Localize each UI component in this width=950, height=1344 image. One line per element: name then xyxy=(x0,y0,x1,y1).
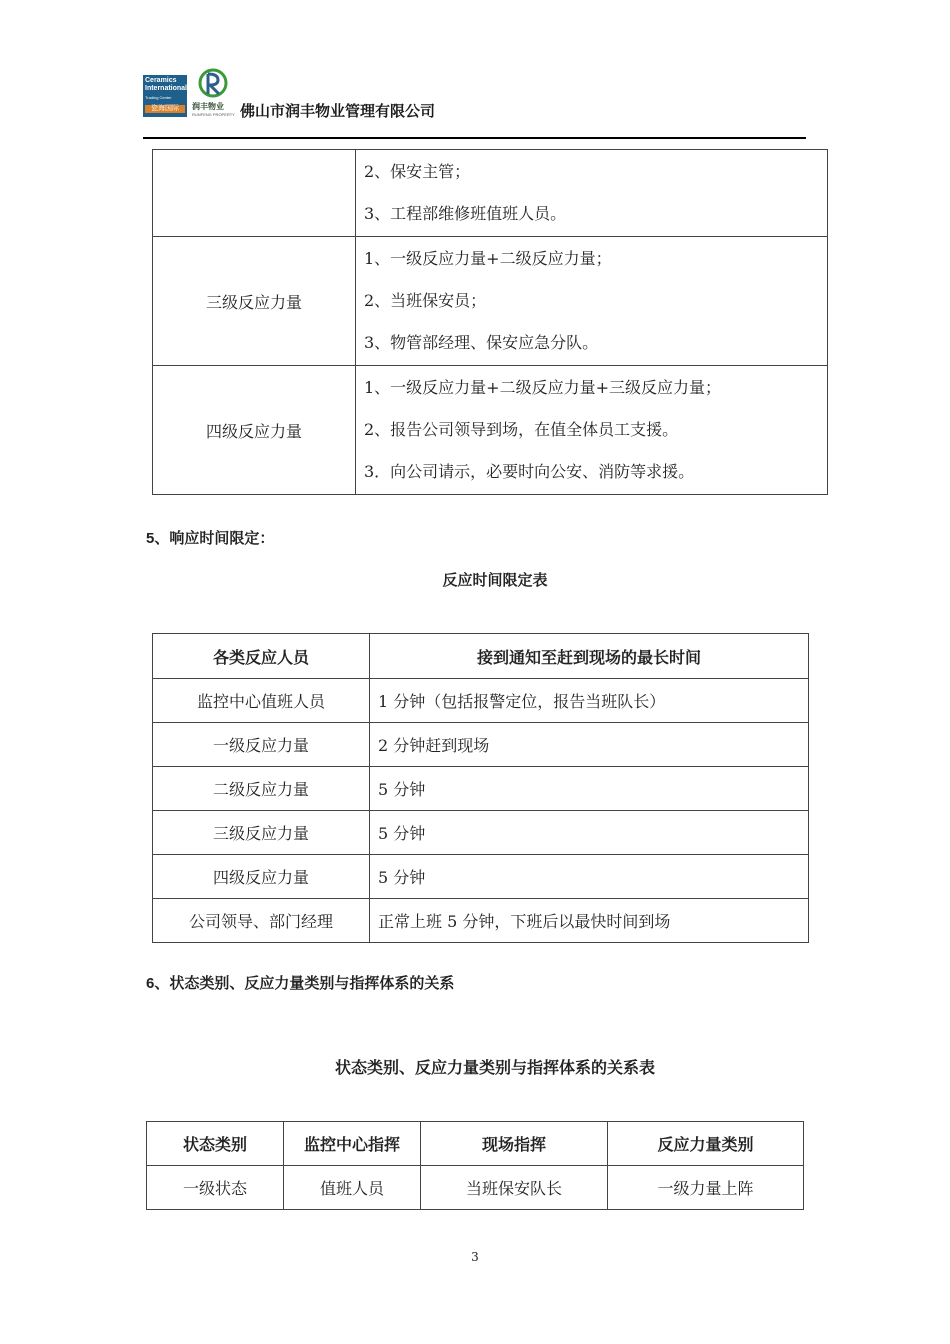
table-row xyxy=(153,237,828,366)
table-cell: 四级反应力量 xyxy=(153,855,370,899)
table-cell: 三级反应力量 xyxy=(153,811,370,855)
list-item: 1、一级反应力量+二级反应力量； xyxy=(364,249,612,268)
list-item: 3、物管部经理、保安应急分队。 xyxy=(364,333,599,352)
table-header-row xyxy=(153,634,809,679)
force-level-cell: 三级反应力量 xyxy=(153,237,356,366)
runfeng-logo-icon xyxy=(198,68,228,100)
force-members-cell xyxy=(356,237,828,366)
table-row xyxy=(153,679,809,723)
response-force-table xyxy=(152,149,828,495)
table-cell: 二级反应力量 xyxy=(153,767,370,811)
column-header: 接到通知至赶到现场的最长时间 xyxy=(370,634,809,679)
relationship-table xyxy=(146,1121,804,1210)
response-time-table xyxy=(152,633,809,943)
section-6-heading: 6、状态类别、反应力量类别与指挥体系的关系 xyxy=(146,975,455,992)
list-item: 3、工程部维修班值班人员。 xyxy=(364,204,567,223)
page-number: 3 xyxy=(471,1250,479,1264)
list-item: 2、保安主管； xyxy=(364,162,471,181)
force-level-cell: 四级反应力量 xyxy=(153,366,356,495)
list-item: 1、一级反应力量+二级反应力量+三级反应力量； xyxy=(364,378,721,397)
column-header: 状态类别 xyxy=(147,1122,284,1166)
table-cell: 正常上班 5 分钟，下班后以最快时间到场 xyxy=(370,899,809,943)
table-cell: 公司领导、部门经理 xyxy=(153,899,370,943)
table-row xyxy=(153,811,809,855)
list-item: 2、当班保安员； xyxy=(364,291,487,310)
column-header: 各类反应人员 xyxy=(153,634,370,679)
table-cell: 5 分钟 xyxy=(370,767,809,811)
table-row xyxy=(153,767,809,811)
runfeng-property-logo: 润丰物业 RUNFENG PROPERTY xyxy=(192,68,236,118)
table-row xyxy=(153,723,809,767)
force-level-cell xyxy=(153,150,356,237)
relationship-table-title: 状态类别、反应力量类别与指挥体系的关系表 xyxy=(334,1060,655,1077)
table-row xyxy=(153,150,828,237)
table-cell: 1 分钟（包括报警定位，报告当班队长） xyxy=(370,679,809,723)
list-item: 3．向公司请示，必要时向公安、消防等求援。 xyxy=(364,462,695,481)
table-cell: 一级状态 xyxy=(147,1166,284,1210)
table-cell: 监控中心值班人员 xyxy=(153,679,370,723)
table-header-row xyxy=(147,1122,804,1166)
list-item: 2、报告公司领导到场，在值全体员工支援。 xyxy=(364,420,679,439)
table-cell: 一级力量上阵 xyxy=(608,1166,804,1210)
header-divider xyxy=(143,137,806,139)
table-cell: 2 分钟赶到现场 xyxy=(370,723,809,767)
column-header: 现场指挥 xyxy=(421,1122,608,1166)
table-row xyxy=(147,1166,804,1210)
ceramics-international-logo: Ceramics International Trading Center 瓷海国际 xyxy=(143,75,187,117)
section-5-heading: 5、响应时间限定： xyxy=(146,530,275,547)
table-cell: 一级反应力量 xyxy=(153,723,370,767)
table-row xyxy=(153,899,809,943)
column-header: 监控中心指挥 xyxy=(284,1122,421,1166)
table-cell: 当班保安队长 xyxy=(421,1166,608,1210)
table-cell: 值班人员 xyxy=(284,1166,421,1210)
table-row xyxy=(153,366,828,495)
force-members-cell xyxy=(356,366,828,495)
table-row xyxy=(153,855,809,899)
column-header: 反应力量类别 xyxy=(608,1122,804,1166)
table-cell: 5 分钟 xyxy=(370,855,809,899)
response-time-table-title: 反应时间限定表 xyxy=(442,572,548,589)
force-members-cell xyxy=(356,150,828,237)
table-cell: 5 分钟 xyxy=(370,811,809,855)
company-name: 佛山市润丰物业管理有限公司 xyxy=(240,103,436,120)
